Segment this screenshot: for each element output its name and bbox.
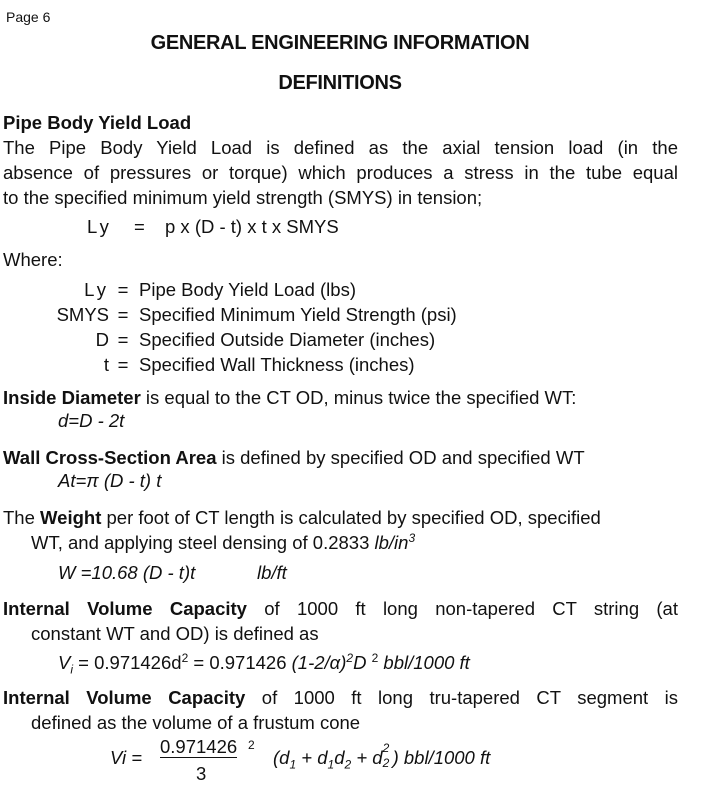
- pipe-body-line-1: The Pipe Body Yield Load is defined as the axial tension load (in the: [3, 137, 678, 158]
- ivc-tapered-text-1: of 1000 ft long tru-tapered CT segment is: [245, 687, 678, 708]
- ivc-part-a: = 0.971426d: [73, 652, 182, 673]
- wall-area-definition: [3, 445, 678, 470]
- weight-density-exponent: 3: [408, 530, 416, 545]
- pipe-body-line-3: to the specified minimum yield strength (SMYS) in tension;: [3, 187, 483, 208]
- variable-description: Specified Minimum Yield Strength (psi): [139, 304, 457, 325]
- weight-prefix: The: [3, 507, 41, 528]
- inside-diameter-formula: d=D - 2t: [58, 410, 125, 431]
- frustum-sub-4: 2: [382, 756, 390, 771]
- frustum-lhs: Vi =: [110, 747, 143, 768]
- frustum-supsub: [382, 741, 393, 771]
- yield-formula-equals: =: [134, 216, 145, 237]
- weight-text-2: WT, and applying steel densing of 0.2833: [31, 532, 375, 553]
- ivc-part-a-exp: 2: [181, 650, 189, 665]
- weight-definition-line-2: [3, 530, 706, 555]
- wall-area-formula: At=π (D - t) t: [58, 470, 162, 491]
- weight-term: Weight: [40, 507, 102, 528]
- variable-row: [36, 352, 457, 377]
- variable-symbol: D: [95, 329, 109, 350]
- frustum-sub-3: 2: [344, 757, 352, 772]
- variable-definitions: [36, 277, 457, 377]
- ivc-part-c-exp: 2: [346, 650, 354, 665]
- frustum-close: ) bbl/1000 ft: [392, 747, 491, 768]
- variable-row: [36, 327, 457, 352]
- frustum-denominator: 3: [196, 763, 207, 784]
- section-subheading: DEFINITIONS: [278, 72, 402, 94]
- weight-density-unit: lb/in: [374, 532, 409, 553]
- variable-equals: =: [117, 279, 129, 300]
- frustum-numerator-value: 0.971426: [160, 736, 238, 757]
- pipe-body-title: Pipe Body Yield Load: [3, 112, 192, 133]
- ivc-part-c: (1-2/α): [291, 652, 347, 673]
- weight-formula-unit: lb/ft: [257, 562, 287, 583]
- variable-equals: =: [117, 329, 129, 350]
- variable-equals: =: [117, 304, 129, 325]
- frustum-numerator-exponent: 2: [248, 738, 255, 752]
- wall-area-term: Wall Cross-Section Area: [3, 447, 217, 468]
- ivc-nontapered-formula: [58, 650, 470, 677]
- weight-formula: W =10.68 (D - t)t: [58, 562, 196, 583]
- ivc-part-d: D: [353, 652, 372, 673]
- variable-row: [36, 302, 457, 327]
- inside-diameter-text: is equal to the CT OD, minus twice the specified WT:: [140, 387, 577, 408]
- ivc-nontapered-line-1: [3, 596, 678, 621]
- variable-symbol: SMYS: [56, 304, 109, 325]
- ivc-v-sub: i: [70, 662, 74, 677]
- ivc-nontapered-line-2: constant WT and OD) is defined as: [31, 623, 319, 644]
- ivc-part-d-exp: 2: [371, 650, 379, 665]
- frustum-sub-2: 1: [327, 757, 335, 772]
- variable-symbol: Ly: [84, 279, 109, 300]
- variable-description: Specified Wall Thickness (inches): [139, 354, 415, 375]
- frustum-sum: [273, 741, 491, 772]
- variable-symbol: t: [103, 354, 109, 375]
- ivc-nontapered-term: Internal Volume Capacity: [3, 598, 247, 619]
- frustum-numerator: [160, 737, 237, 758]
- variable-description: Specified Outside Diameter (inches): [139, 329, 436, 350]
- frustum-plus-2: + d: [351, 747, 383, 768]
- ivc-v: V: [58, 652, 71, 673]
- variable-description: Pipe Body Yield Load (lbs): [139, 279, 356, 300]
- pipe-body-line-2: absence of pressures or torque) which produces a stress in the tube equal: [3, 162, 678, 183]
- frustum-sub-1: 1: [289, 757, 297, 772]
- frustum-d2: d: [334, 747, 345, 768]
- ivc-nontapered-text-1: of 1000 ft long non-tapered CT string (at: [246, 598, 678, 619]
- inside-diameter-definition: [3, 385, 678, 410]
- weight-definition-line-1: [3, 505, 678, 530]
- page-number: Page 6: [6, 9, 51, 25]
- ivc-tapered-line-2: defined as the volume of a frustum cone: [31, 712, 361, 733]
- ivc-tapered-line-1: [3, 685, 678, 710]
- wall-area-text: is defined by specified OD and specified WT: [216, 447, 585, 468]
- variable-row: [36, 277, 457, 302]
- inside-diameter-term: Inside Diameter: [3, 387, 141, 408]
- variable-equals: =: [117, 354, 129, 375]
- frustum-sup-4: 2: [382, 741, 390, 756]
- weight-text-1: per foot of CT length is calculated by specified OD, specified: [101, 507, 601, 528]
- yield-formula-lhs: Ly: [87, 216, 112, 237]
- ivc-tapered-term: Internal Volume Capacity: [3, 687, 246, 708]
- page-heading: GENERAL ENGINEERING INFORMATION: [150, 32, 530, 54]
- yield-formula-rhs: p x (D - t) x t x SMYS: [165, 216, 339, 237]
- ivc-part-e: bbl/1000 ft: [378, 652, 470, 673]
- frustum-plus-1: + d: [296, 747, 328, 768]
- where-label: Where:: [3, 249, 63, 270]
- ivc-part-b: = 0.971426: [188, 652, 292, 673]
- frustum-open: (d: [273, 747, 290, 768]
